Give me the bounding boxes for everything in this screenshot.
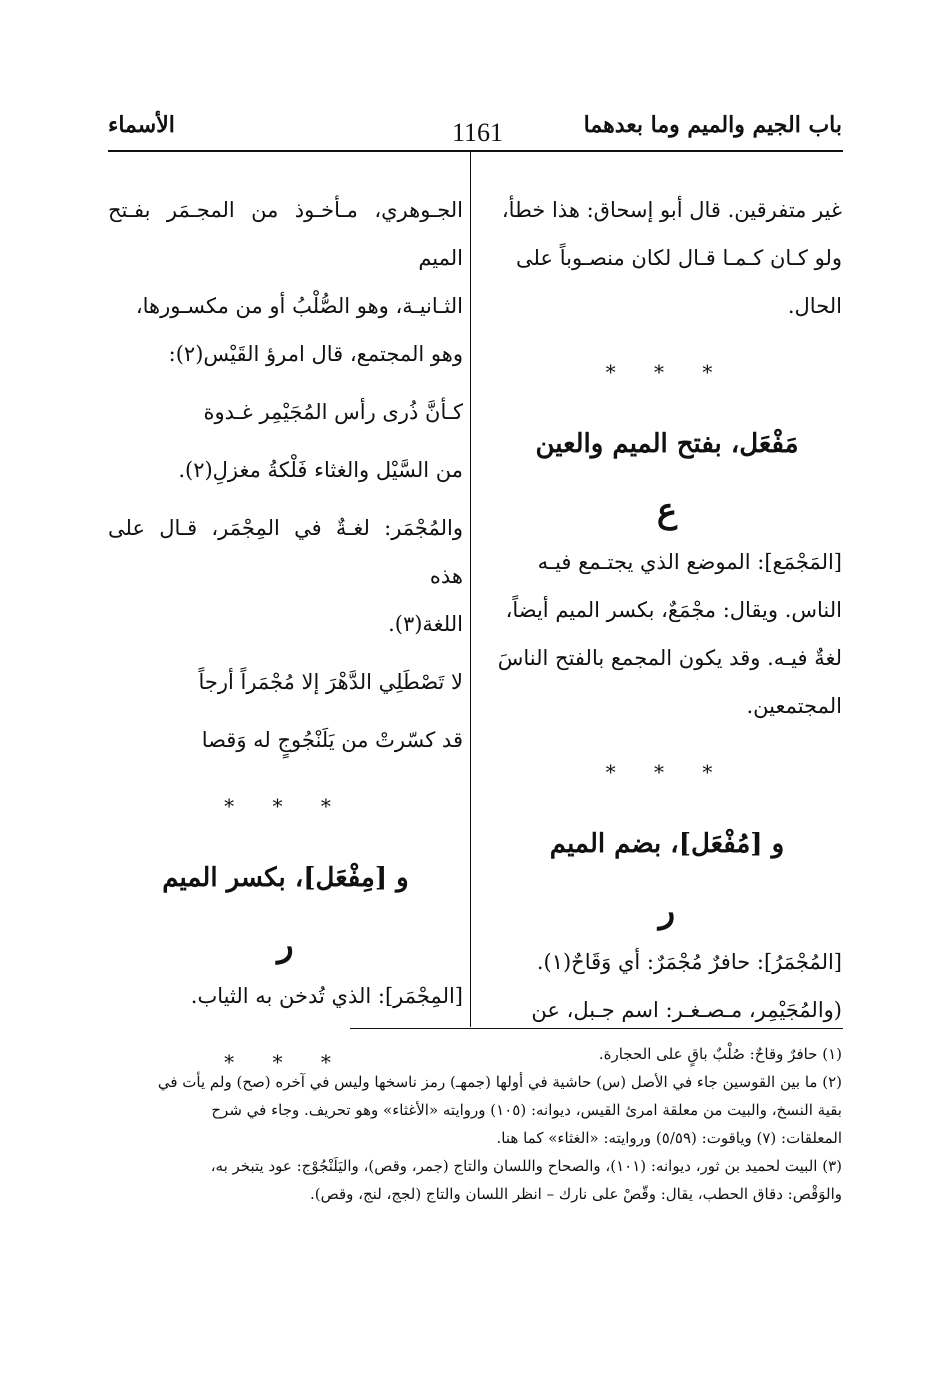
text-line: [المُجْمَرُ]: حافرٌ مُجْمَرٌ: أي وَقَاحٌ(١).	[536, 950, 842, 974]
section-heading: مَفْعَل، بفتح الميم والعين	[535, 429, 799, 459]
section-separator: * * *	[224, 1050, 347, 1074]
text-line: لغةٌ فيـه. وقد يكون المجمع بالفتح الناسَ	[497, 646, 842, 670]
running-header-left: الأسماء	[108, 112, 175, 138]
verse-line: لا تَصْطَلِي الدَّهْرَ إلا مُجْمَراً أرجاً	[198, 670, 463, 694]
section-separator: * * *	[605, 360, 729, 384]
letter-heading: ر	[658, 891, 676, 931]
text-line: المجتمعين.	[746, 694, 842, 718]
text-line: وهو المجتمع، قال امرؤ القَيْس(٢):	[168, 342, 463, 366]
section-heading: و [مِفْعَل]، بكسر الميم	[162, 863, 409, 893]
running-header-right: باب الجيم والميم وما بعدهما	[583, 112, 842, 138]
text-line: والمُجْمَر: لغـةٌ في المِجْمَر، قـال على هذه	[108, 516, 463, 588]
verse-line: من السَّيْل والغثاء فَلْكةُ مغزلِ(٢).	[178, 458, 463, 482]
text-line: ولو كـان كـمـا قـال لكان منصـوباً على	[516, 246, 842, 270]
text-line: غير متفرقين. قال أبو إسحاق: هذا خطأ،	[501, 198, 842, 222]
text-line: الحال.	[787, 294, 842, 318]
left-column	[108, 152, 463, 1104]
letter-heading: ر	[277, 925, 294, 965]
text-line: الثـانيـة، وهو الصُّلْبُ أو من مكسـورها،	[135, 294, 463, 318]
footnote: (١) حافرٌ وقاحٌ: صُلْبٌ باقٍ على الحجارة.	[598, 1045, 842, 1063]
footnotes	[102, 1040, 842, 1208]
verse-line: كـأنَّ ذُرى رأس المُجَيْمِر غـدوة	[203, 400, 463, 424]
text-line: (والمُجَيْمِر، مـصـغـر: اسم جـبل، عن	[531, 998, 842, 1022]
right-column	[492, 152, 842, 1034]
section-heading: و [مُفْعَل]، بضم الميم	[549, 829, 785, 859]
text-line: الجـوهري، مـأخـوذ من المجـمَر بفـتح الميم	[108, 198, 463, 270]
letter-heading: ع	[656, 491, 678, 531]
column-divider	[470, 152, 471, 1027]
verse-line: قد كسّرتْ من يَلَنْجُوجٍ له وَقصا	[201, 728, 463, 752]
footnote-continuation: والوَقْص: دقاق الحطب، يقال: وقّصْ على نارك – انظر اللسان والتاج (لجج، لنج، وقص).	[309, 1185, 842, 1203]
footnote: (٢) ما بين القوسين جاء في الأصل (س) حاشية في أولها (جمهـ) رمز ناسخها وليس في آخره (صح) ولم يأت في	[157, 1073, 842, 1091]
text-line: [المِجْمَر]: الذي تُدخن به الثياب.	[190, 984, 463, 1008]
footnote-rule	[350, 1028, 843, 1029]
footnote-continuation: بقية النسخ، والبيت من معلقة امرئ القيس، ديوانه: (١٠٥) وروايته «الأغثاء» وهو تحريف. وجاء في شرح	[211, 1101, 842, 1119]
footnote-continuation: المعلقات: (٧) وياقوت: (٥/٥٩) وروايته: «الغثاء» كما هنا.	[496, 1129, 842, 1147]
page-number: 1161	[452, 118, 504, 147]
text-line: الناس. ويقال: مجْمَعٌ، بكسر الميم أيضاً،	[505, 598, 842, 622]
section-separator: * * *	[605, 760, 729, 784]
text-line: [المَجْمَع]: الموضع الذي يجتـمع فيـه	[537, 550, 842, 574]
section-separator: * * *	[224, 794, 347, 818]
footnote: (٣) البيت لحميد بن ثور، ديوانه: (١٠١)، والصحاح واللسان والتاج (جمر، وقص)، واليَلَنْجُوْج: عود يتبخر به،	[210, 1157, 842, 1175]
text-line: اللغة(٣).	[388, 612, 463, 636]
